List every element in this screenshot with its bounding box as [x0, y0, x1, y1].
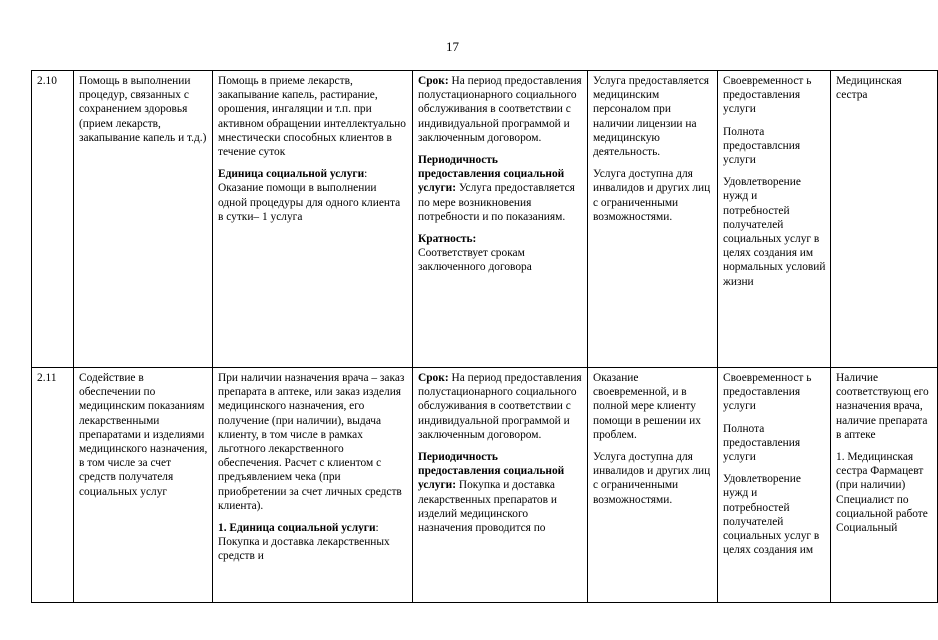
executor-staff: 1. Медицинская сестра Фармацевт (при наличии) Специалист по социальной работе Социальный	[836, 451, 928, 535]
unit-text: Покупка и доставка лекарственных средств и	[218, 536, 390, 563]
quality-indicators	[718, 71, 831, 368]
quality-item: Своевременност ь предоставления услуги	[723, 75, 812, 116]
service-unit: 1. Единица социальной услуги: Покупка и доставка лекарственных средств и	[218, 522, 390, 563]
service-content	[213, 368, 413, 603]
content-description: Помощь в приеме лекарств, закапывание капель, растирание, орошения, ингаляции и т.п. при активном обращении интеллектуально мнестически способных клиентов в течение суток	[218, 75, 406, 159]
periodicity: Периодичность предоставления социальной услуги: Покупка и доставка лекарственных препаратов и изделий медицинского назначения проводится по	[418, 451, 565, 535]
term: Срок: На период предоставления полустационарного социального обслуживания в соответствии с индивидуальной программой и заключенным договором.	[418, 372, 582, 441]
condition-text: Оказание своевременной, и в полной мере клиенту помощи в решении их проблем.	[593, 372, 701, 441]
quality-item: Полнота предоставлсния услуги	[723, 125, 801, 167]
term: Срок: На период предоставления полустационарного социального обслуживания в соответствии с индивидуальной программой и заключенным договором.	[418, 75, 582, 144]
services-table	[31, 70, 938, 603]
quality-item: Полнота предоставления услуги	[723, 422, 801, 464]
service-terms	[413, 368, 588, 603]
table-row	[32, 368, 938, 603]
executor: Медицинская сестра	[831, 71, 938, 368]
service-conditions	[588, 368, 718, 603]
condition-text: Услуга предоставляется медицинским персоналом при наличии лицензии на медицинскую деятельность.	[593, 75, 710, 159]
periodicity: Периодичность предоставления социальной услуги: Услуга предоставляется по мере возникновения потребности и по показаниям.	[418, 154, 575, 223]
quality-item: Удовлетворение нужд и потребностей получателей социальных услуг в целях создания им нормальных условий жизни	[723, 176, 826, 288]
service-number: 2.11	[32, 368, 74, 603]
unit-label: Единица социальной услуги	[218, 168, 365, 181]
executor	[831, 368, 938, 603]
service-unit: Единица социальной услуги: Оказание помощи в выполнении одной процедуры для одного клиента в сутки– 1 услуга	[218, 168, 401, 223]
service-name: Помощь в выполнении процедур, связанных с сохранением здоровья (прием лекарств, закапывание капель и т.д.)	[74, 71, 213, 368]
service-number: 2.10	[32, 71, 74, 368]
condition-text: Услуга доступна для инвалидов и других лиц с ограниченными возможностями.	[593, 168, 711, 223]
quality-item: Удовлетворение нужд и потребностей получателей социальных услуг в целях создания им	[723, 473, 820, 557]
service-name: Содействие в обеспечении по медицинским показаниям лекарственными препаратами и изделиями медицинского назначения, в том числе за счет средств получателя социальных услуг	[74, 368, 213, 603]
service-conditions	[588, 71, 718, 368]
page-number: 17	[446, 39, 459, 54]
multiplicity: Кратность: Соответствует срокам заключенного договора	[418, 233, 532, 274]
executor-requirement: Наличие соответствующ его назначения врача, наличие препарата в аптеке	[836, 372, 929, 441]
table-row	[32, 71, 938, 368]
unit-label: 1. Единица социальной услуги	[218, 522, 376, 535]
service-content	[213, 71, 413, 368]
unit-text: Оказание помощи в выполнении одной процедуры для одного клиента в сутки– 1 услуга	[218, 182, 401, 223]
condition-text: Услуга доступна для инвалидов и других лиц с ограниченными возможностями.	[593, 451, 711, 506]
quality-indicators	[718, 368, 831, 603]
content-description: При наличии назначения врача – заказ препарата в аптеке, или заказ изделия медицинского назначения, его получение (при наличии), выдача клиенту, в том числе в рамках льготного лекарственного обеспечения. Расчет с клиентом с предъявлением чека (при приобретении за счет личных средств клиента).	[218, 372, 405, 512]
quality-item: Своевременност ь предоставления услуги	[723, 372, 812, 413]
service-terms	[413, 71, 588, 368]
